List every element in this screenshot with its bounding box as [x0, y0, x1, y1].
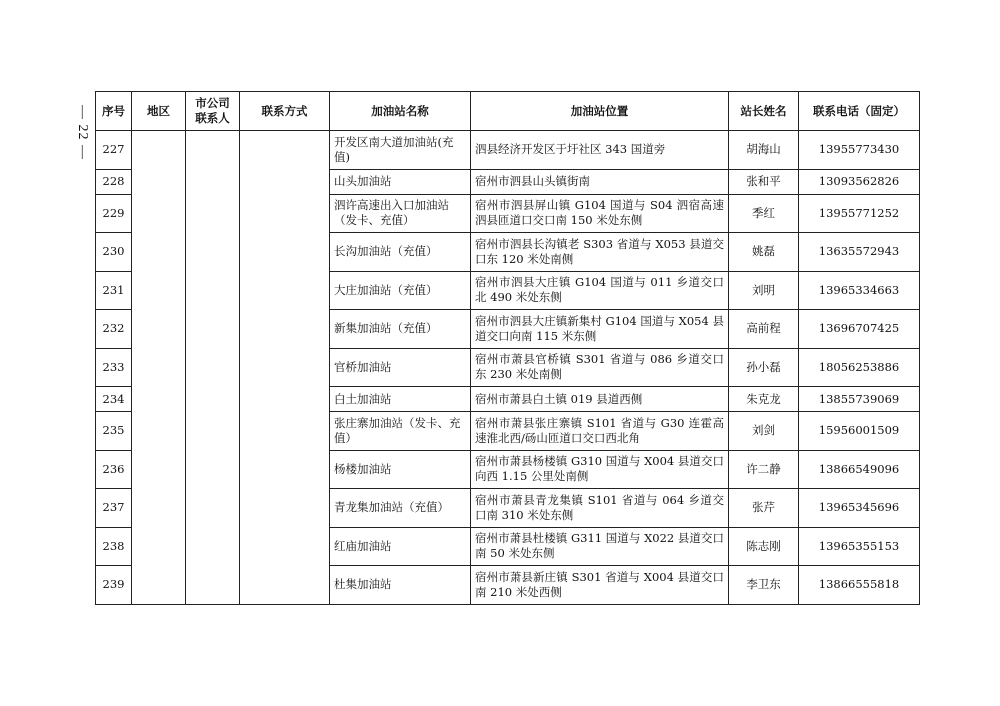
row-manager: 张芹	[729, 489, 799, 528]
row-phone: 13955771252	[799, 194, 920, 233]
row-station-location: 宿州市泗县大庄镇新集村 G104 国道与 X054 县道交口向南 115 米东侧	[471, 310, 729, 349]
header-phone: 联系电话（固定）	[799, 92, 920, 131]
row-station-name: 开发区南大道加油站(充值)	[330, 131, 471, 170]
city-contact-cell	[186, 131, 240, 605]
table-header-row	[96, 92, 920, 131]
row-phone: 13635572943	[799, 233, 920, 272]
row-phone: 13855739069	[799, 387, 920, 412]
row-seq: 238	[96, 527, 132, 566]
row-station-name: 杜集加油站	[330, 566, 471, 605]
row-manager: 李卫东	[729, 566, 799, 605]
row-phone: 13093562826	[799, 169, 920, 194]
row-station-name: 红庙加油站	[330, 527, 471, 566]
row-station-location: 宿州市萧县官桥镇 S301 省道与 086 乡道交口东 230 米处南侧	[471, 348, 729, 387]
row-seq: 237	[96, 489, 132, 528]
header-city-contact: 市公司联系人	[186, 92, 240, 131]
row-manager: 许二静	[729, 450, 799, 489]
row-seq: 234	[96, 387, 132, 412]
row-station-name: 大庄加油站（充值）	[330, 271, 471, 310]
row-station-location: 宿州市萧县杨楼镇 G310 国道与 X004 县道交口向西 1.15 公里处南侧	[471, 450, 729, 489]
row-phone: 13955773430	[799, 131, 920, 170]
row-station-location: 宿州市泗县长沟镇老 S303 省道与 X053 县道交口东 120 米处南侧	[471, 233, 729, 272]
row-station-location: 宿州市萧县白土镇 019 县道西侧	[471, 387, 729, 412]
row-station-name: 白土加油站	[330, 387, 471, 412]
row-station-location: 宿州市泗县大庄镇 G104 国道与 011 乡道交口北 490 米处东侧	[471, 271, 729, 310]
row-phone: 13866555818	[799, 566, 920, 605]
row-seq: 231	[96, 271, 132, 310]
row-seq: 233	[96, 348, 132, 387]
row-station-location: 宿州市泗县山头镇街南	[471, 169, 729, 194]
row-manager: 陈志刚	[729, 527, 799, 566]
row-station-location: 宿州市萧县青龙集镇 S101 省道与 064 乡道交口南 310 米处东侧	[471, 489, 729, 528]
row-phone: 13965334663	[799, 271, 920, 310]
header-region: 地区	[132, 92, 186, 131]
row-station-location: 宿州市萧县杜楼镇 G311 国道与 X022 县道交口南 50 米处东侧	[471, 527, 729, 566]
header-station-name: 加油站名称	[330, 92, 471, 131]
row-station-location: 宿州市萧县新庄镇 S301 省道与 X004 县道交口南 210 米处西侧	[471, 566, 729, 605]
row-station-name: 山头加油站	[330, 169, 471, 194]
row-station-name: 长沟加油站（充值）	[330, 233, 471, 272]
row-phone: 15956001509	[799, 412, 920, 451]
row-manager: 胡海山	[729, 131, 799, 170]
page-number: — 22 —	[75, 104, 90, 160]
header-manager: 站长姓名	[729, 92, 799, 131]
row-manager: 刘剑	[729, 412, 799, 451]
row-seq: 239	[96, 566, 132, 605]
row-seq: 230	[96, 233, 132, 272]
row-manager: 张和平	[729, 169, 799, 194]
row-manager: 姚磊	[729, 233, 799, 272]
row-seq: 227	[96, 131, 132, 170]
gas-station-table	[95, 91, 920, 605]
row-phone: 13866549096	[799, 450, 920, 489]
row-seq: 235	[96, 412, 132, 451]
row-manager: 高前程	[729, 310, 799, 349]
header-contact-method: 联系方式	[240, 92, 330, 131]
row-station-name: 青龙集加油站（充值）	[330, 489, 471, 528]
row-manager: 季红	[729, 194, 799, 233]
row-manager: 刘明	[729, 271, 799, 310]
row-station-name: 泗许高速出入口加油站（发卡、充值）	[330, 194, 471, 233]
table-row	[96, 131, 920, 170]
row-phone: 13965345696	[799, 489, 920, 528]
row-seq: 228	[96, 169, 132, 194]
row-station-location: 宿州市萧县张庄寨镇 S101 省道与 G30 连霍高速淮北西/砀山匝道口交口西北角	[471, 412, 729, 451]
row-station-name: 新集加油站（充值）	[330, 310, 471, 349]
row-station-name: 张庄寨加油站（发卡、充值）	[330, 412, 471, 451]
row-manager: 孙小磊	[729, 348, 799, 387]
header-station-location: 加油站位置	[471, 92, 729, 131]
row-manager: 朱克龙	[729, 387, 799, 412]
row-station-name: 杨楼加油站	[330, 450, 471, 489]
row-phone: 13965355153	[799, 527, 920, 566]
row-station-name: 官桥加油站	[330, 348, 471, 387]
row-phone: 13696707425	[799, 310, 920, 349]
region-cell	[132, 131, 186, 605]
row-station-location: 宿州市泗县屏山镇 G104 国道与 S04 泗宿高速泗县匝道口交口南 150 米处东侧	[471, 194, 729, 233]
row-phone: 18056253886	[799, 348, 920, 387]
row-seq: 236	[96, 450, 132, 489]
row-seq: 229	[96, 194, 132, 233]
row-station-location: 泗县经济开发区于圩社区 343 国道旁	[471, 131, 729, 170]
row-seq: 232	[96, 310, 132, 349]
header-seq: 序号	[96, 92, 132, 131]
contact-method-cell	[240, 131, 330, 605]
